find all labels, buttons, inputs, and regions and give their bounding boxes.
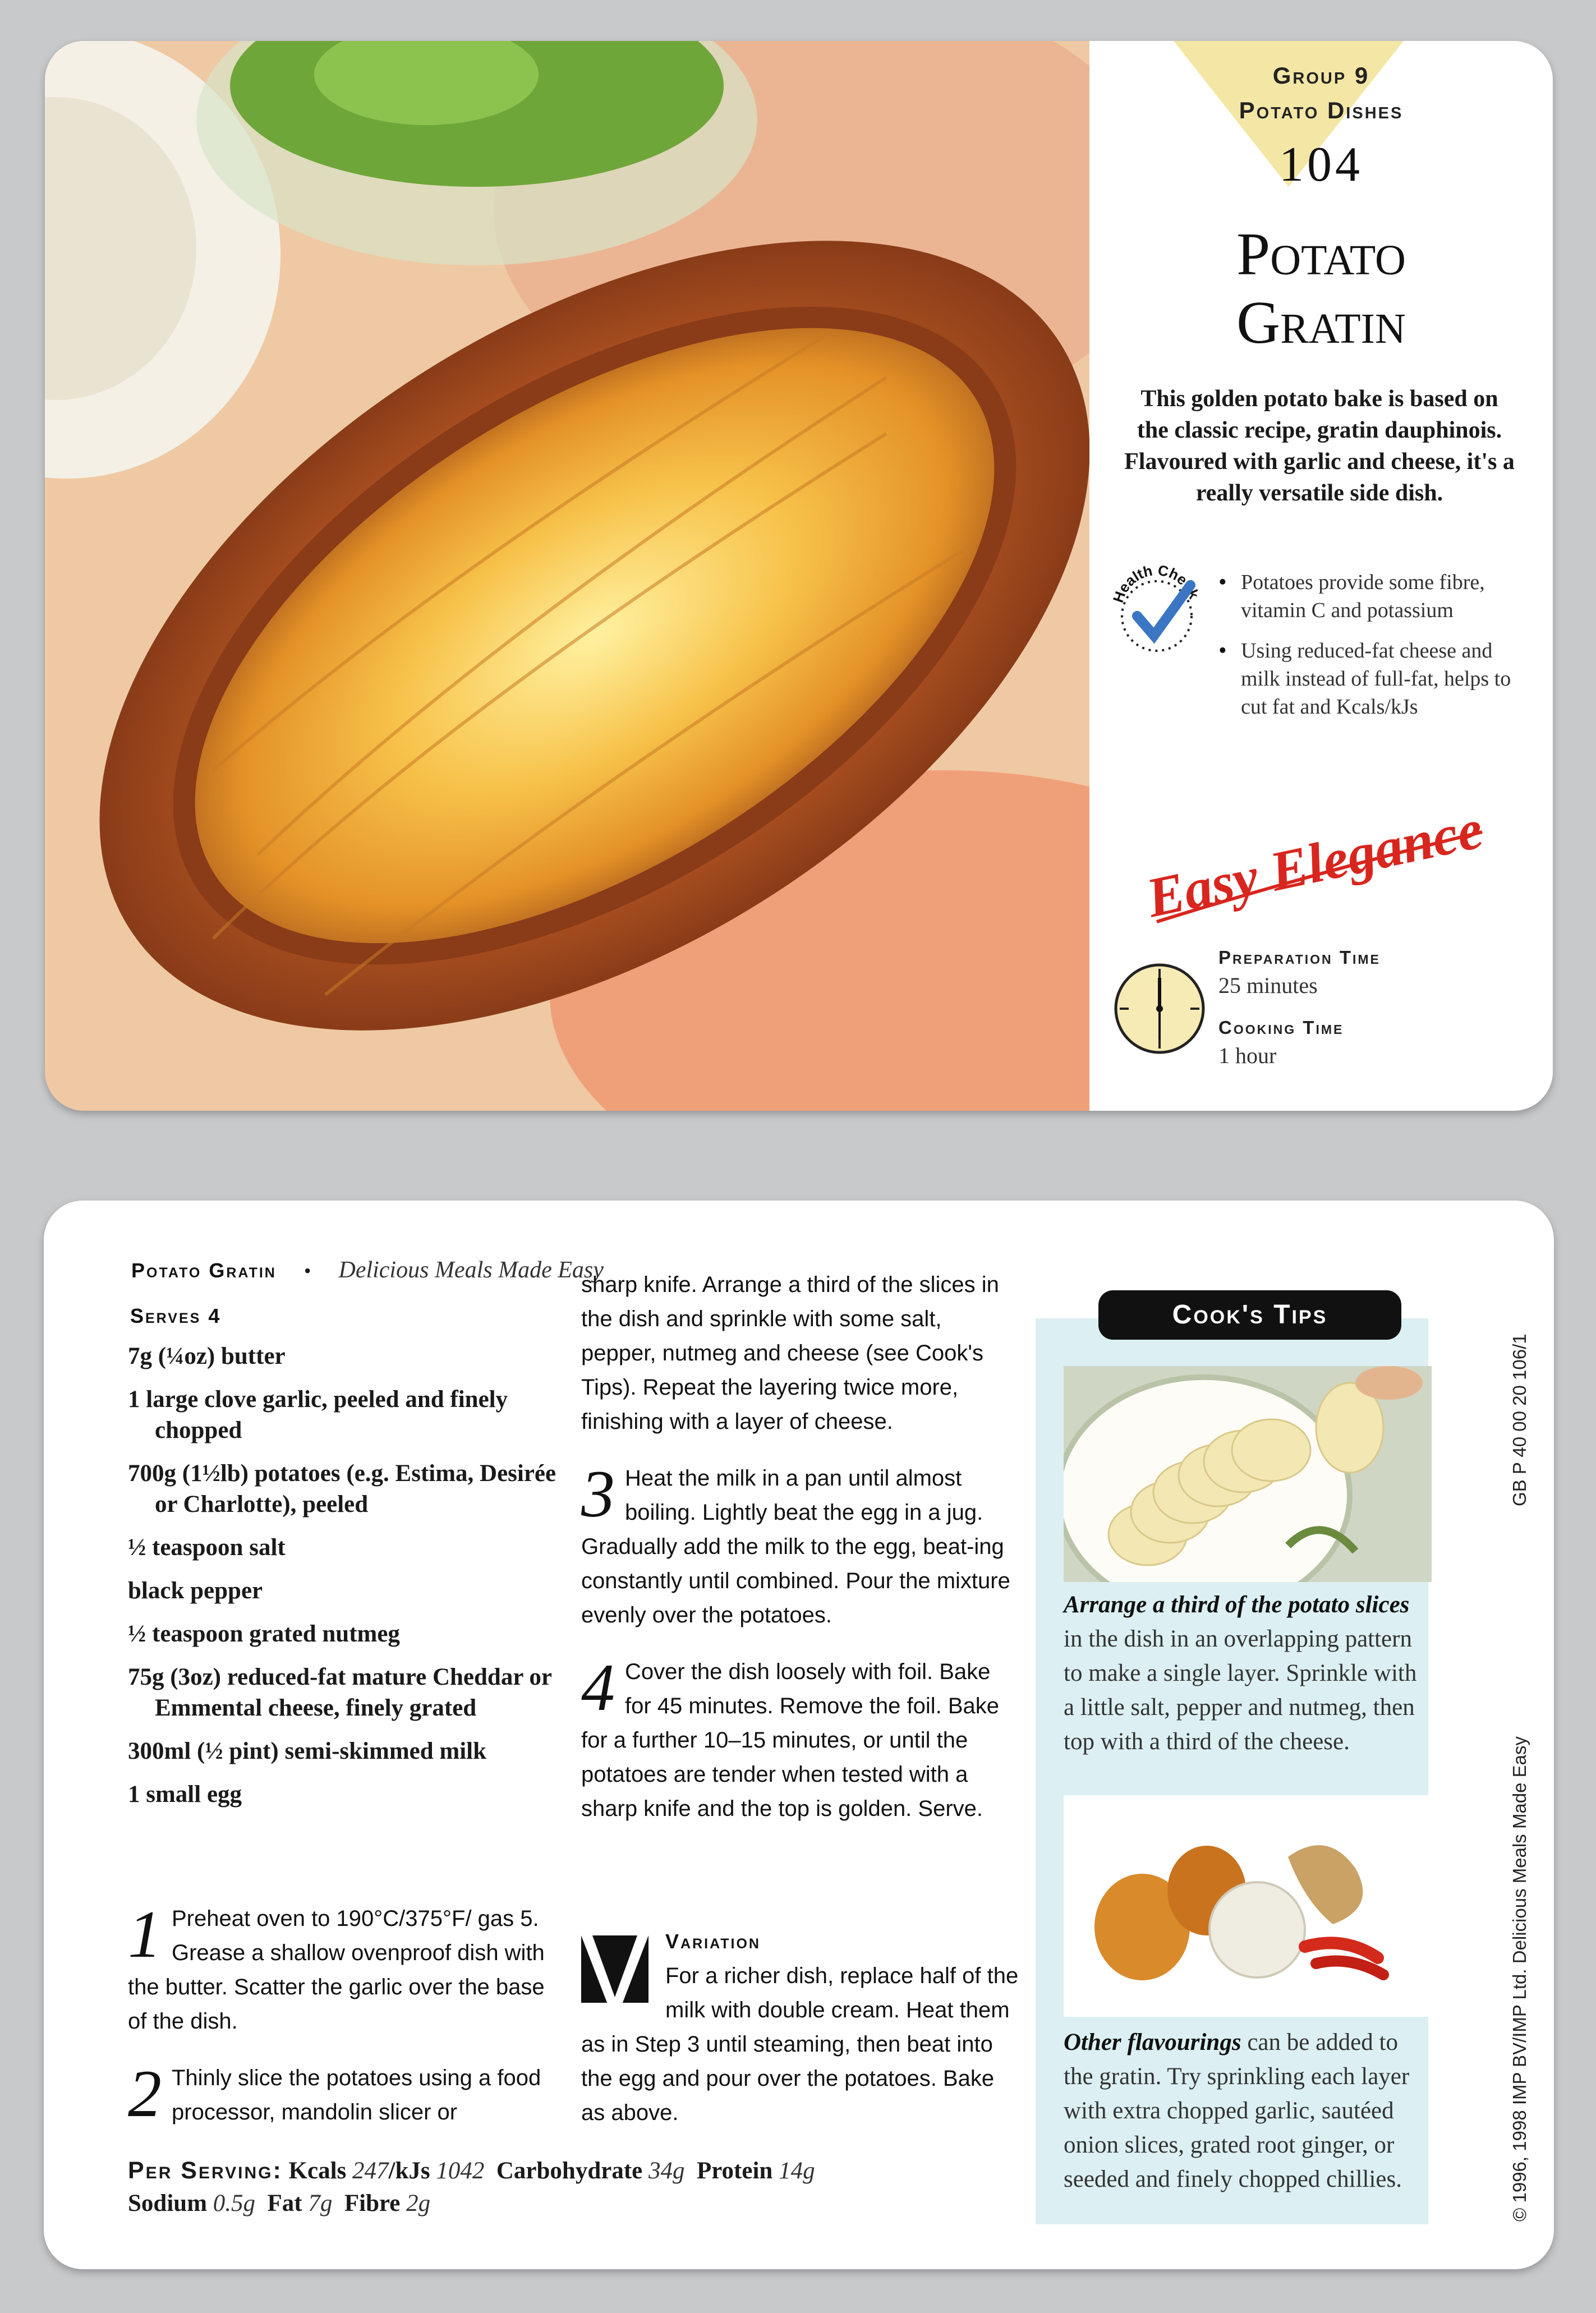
card-number: 104: [1279, 137, 1363, 192]
health-point: • Using reduced-fat cheese and milk instead of full-fat, helps to cut fat and Kcals/kJs: [1218, 637, 1533, 721]
nutrition-per-serving: [128, 2154, 1025, 2220]
variation-text: For a richer dish, replace half of the milk with double cream. Heat them as in Step 3 until steaming, then beat into the egg and pour over the potatoes. Bake as above.: [581, 1963, 1019, 2125]
product-code: GB P 40 00 20 106/1: [1509, 1333, 1530, 1506]
method-step: [128, 1897, 554, 2039]
ingredient-item: 7g (¼oz) butter: [128, 1343, 286, 1369]
health-check-icon: [1106, 563, 1207, 664]
copyright-notice: © 1996, 1998 IMP BV/IMP Ltd. Delicious Meals Made Easy: [1509, 1736, 1530, 2222]
ingredient-item: ½ teaspoon salt: [128, 1534, 286, 1561]
step-text: Heat the milk in a pan until almost boiling. Lightly beat the egg in a jug. Gradually add the milk to the egg, beat-ing constantly until combined. Pour the mixture evenly over the potatoes.: [581, 1466, 1010, 1627]
header-separator: •: [303, 1259, 311, 1282]
tip-2-text: can be added to the gratin. Try sprinkling each layer with extra chopped garlic, sautéed onion slices, grated root ginger, or seeded and finely chopped chillies.: [1064, 2029, 1410, 2192]
group-label: Group 9: [1272, 62, 1370, 89]
sodium-label: Sodium: [128, 2190, 208, 2217]
ingredient-item: 1 small egg: [128, 1781, 242, 1808]
method-step: [128, 2056, 554, 2131]
step-number: 3: [581, 1456, 615, 1531]
ingredient-item: black pepper: [128, 1578, 263, 1604]
tip-1-text: in the dish in an overlapping pattern to make a single layer. Sprinkle with a little salt, pepper and nutmeg, then top with a third of the cheese.: [1064, 1626, 1417, 1755]
ingredient-item: 1 large clove garlic, peeled and finely chopped: [128, 1386, 508, 1443]
method-step: [581, 1650, 1019, 1826]
front-info-panel: [1089, 41, 1553, 1111]
protein-value: 14g: [779, 2158, 815, 2184]
method-steps-col1: [128, 1897, 554, 2131]
cook-time-value: 1 hour: [1218, 1043, 1277, 1068]
sodium-value: 0.5g: [213, 2190, 256, 2217]
potato-slices-photo: [1064, 1366, 1432, 1582]
method-steps-col2: [581, 1268, 1019, 1826]
fibre-value: 2g: [406, 2190, 431, 2217]
prep-time-label: Preparation Time: [1218, 947, 1381, 968]
back-header: [131, 1257, 604, 1284]
ingredient-item: 300ml (½ pint) semi-skimmed milk: [128, 1738, 487, 1764]
title-line-1: Potato: [1236, 221, 1406, 288]
category-label: Potato Dishes: [1239, 97, 1404, 123]
recipe-title: [1089, 220, 1553, 357]
tip-1: [1064, 1588, 1428, 1759]
ingredient-item: 700g (1½lb) potatoes (e.g. Estima, Desirée or Charlotte), peeled: [128, 1460, 556, 1518]
svg-text:Easy Elegance: Easy Elegance: [1141, 797, 1488, 927]
potato-gratin-photo: [45, 41, 1089, 1111]
carb-value: 34g: [648, 2158, 685, 2184]
serves-label: Serves 4: [130, 1304, 222, 1327]
kjs-label: /kJs: [388, 2158, 430, 2184]
cook-time-label: Cooking Time: [1218, 1017, 1344, 1038]
ingredient-item: 75g (3oz) reduced-fat mature Cheddar or Emmental cheese, finely grated: [128, 1664, 552, 1721]
tip-2-lead: Other flavourings: [1064, 2029, 1241, 2056]
header-series: Delicious Meals Made Easy: [338, 1257, 604, 1283]
flavourings-photo: [1064, 1795, 1432, 2017]
recipe-intro: This golden potato bake is based on the classic recipe, gratin dauphinois. Flavoured with garlic and cheese, it's a really versatile side dish.: [1124, 386, 1515, 506]
clock-icon: [1112, 961, 1207, 1056]
carb-label: Carbohydrate: [496, 2158, 643, 2184]
per-serving-label: Per Serving:: [128, 2157, 283, 2184]
method-step-continued: sharp knife. Arrange a third of the slices in the dish and sprinkle with some salt, pepper, nutmeg and cheese (see Cook's Tips). Repeat the layering twice more, finishing with a layer of cheese.: [581, 1272, 999, 1434]
fat-value: 7g: [308, 2190, 333, 2217]
health-points-list: [1218, 568, 1533, 733]
variation-box: [581, 1924, 1019, 2130]
cooks-tips-title: Cook's Tips: [1098, 1290, 1401, 1340]
ingredients-list: [128, 1341, 571, 1822]
health-point: • Potatoes provide some fibre, vitamin C and potassium: [1218, 568, 1533, 624]
variation-title: Variation: [665, 1930, 761, 1953]
tip-1-lead: Arrange a third of the potato slices: [1064, 1592, 1410, 1618]
ingredient-item: ½ teaspoon grated nutmeg: [128, 1621, 400, 1647]
step-text: Thinly slice the potatoes using a food processor, mandolin slicer or: [172, 2066, 541, 2125]
recipe-card-front: [45, 41, 1553, 1111]
protein-label: Protein: [696, 2158, 773, 2184]
step-number: 1: [128, 1897, 162, 1971]
fat-label: Fat: [267, 2190, 302, 2217]
fibre-label: Fibre: [344, 2190, 401, 2217]
step-text: Cover the dish loosely with foil. Bake for 45 minutes. Remove the foil. Bake for a further 10–15 minutes, or until the potatoes are tender when tested with a sharp knife and the top is golden. Serve.: [581, 1659, 999, 1821]
variation-v-icon: [581, 1930, 648, 2008]
easy-elegance-logo: [1134, 787, 1493, 927]
svg-text:Health Check: Health Check: [1109, 563, 1203, 605]
tip-2: [1064, 2025, 1428, 2196]
method-step: [581, 1456, 1019, 1633]
step-number: 2: [128, 2056, 162, 2131]
kcals-label: Kcals: [288, 2158, 347, 2184]
kjs-value: 1042: [436, 2158, 485, 2184]
title-line-2: Gratin: [1236, 289, 1406, 356]
header-title: Potato Gratin: [131, 1259, 277, 1282]
step-text: Preheat oven to 190°C/375°F/ gas 5. Grease a shallow ovenproof dish with the butter. Scatter the garlic over the base of the dish.: [128, 1906, 545, 2034]
prep-time-value: 25 minutes: [1218, 973, 1318, 998]
recipe-card-back: [44, 1201, 1554, 2269]
step-number: 4: [581, 1650, 615, 1725]
kcals-value: 247: [352, 2158, 389, 2184]
